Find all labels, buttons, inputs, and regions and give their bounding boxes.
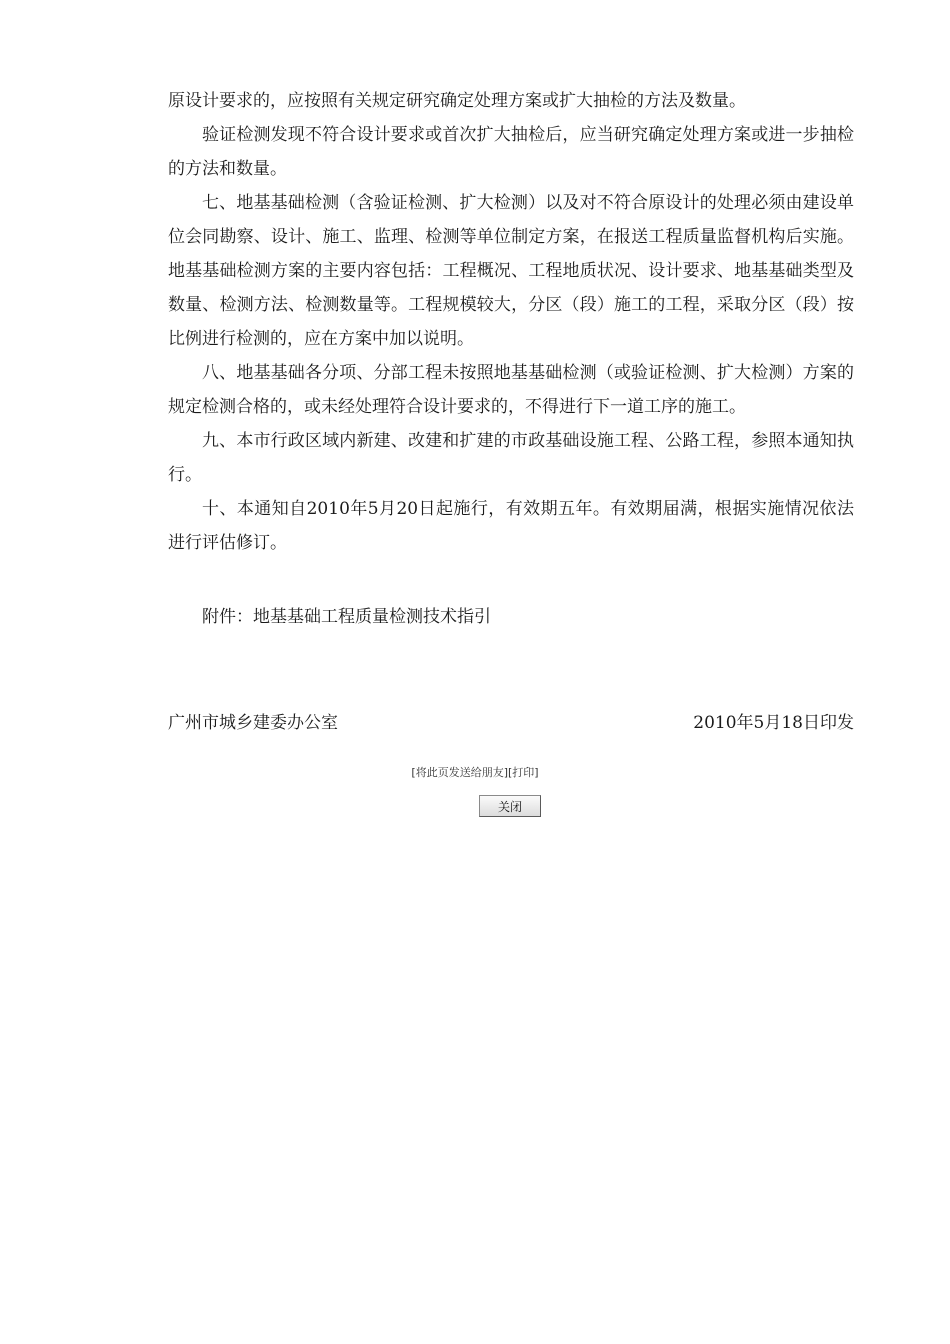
document-footer <box>168 706 854 740</box>
paragraph: 验证检测发现不符合设计要求或首次扩大抽检后，应当研究确定处理方案或进一步抽检的方法和数量。 <box>168 125 854 179</box>
issue-date: 2010年5月18日印发 <box>693 713 854 733</box>
attachment-line: 附件：地基基础工程质量检测技术指引 <box>202 607 491 627</box>
page-actions <box>0 764 950 780</box>
issuer: 广州市城乡建委办公室 <box>168 713 338 733</box>
send-to-friend-link[interactable]: [将此页发送给朋友] <box>411 766 508 779</box>
paragraph: 七、地基基础检测（含验证检测、扩大检测）以及对不符合原设计的处理必须由建设单位会同勘察、设计、施工、监理、检测等单位制定方案，在报送工程质量监督机构后实施。地基基础检测方案的主要内容包括：工程概况、工程地质状况、设计要求、地基基础类型及数量、检测方法、检测数量等。工程规模较大，分区（段）施工的工程，采取分区（段）按比例进行检测的，应在方案中加以说明。 <box>168 193 854 349</box>
paragraph: 原设计要求的，应按照有关规定研究确定处理方案或扩大抽检的方法及数量。 <box>168 91 746 111</box>
paragraph: 八、地基基础各分项、分部工程未按照地基基础检测（或验证检测、扩大检测）方案的规定检测合格的，或未经处理符合设计要求的，不得进行下一道工序的施工。 <box>168 363 854 417</box>
print-link[interactable]: [打印] <box>508 766 539 779</box>
paragraph: 九、本市行政区域内新建、改建和扩建的市政基础设施工程、公路工程，参照本通知执行。 <box>168 431 854 485</box>
paragraph: 十、本通知自2010年5月20日起施行，有效期五年。有效期届满，根据实施情况依法进行评估修订。 <box>168 499 854 553</box>
close-button[interactable]: 关闭 <box>479 795 541 817</box>
document-body <box>168 84 854 634</box>
